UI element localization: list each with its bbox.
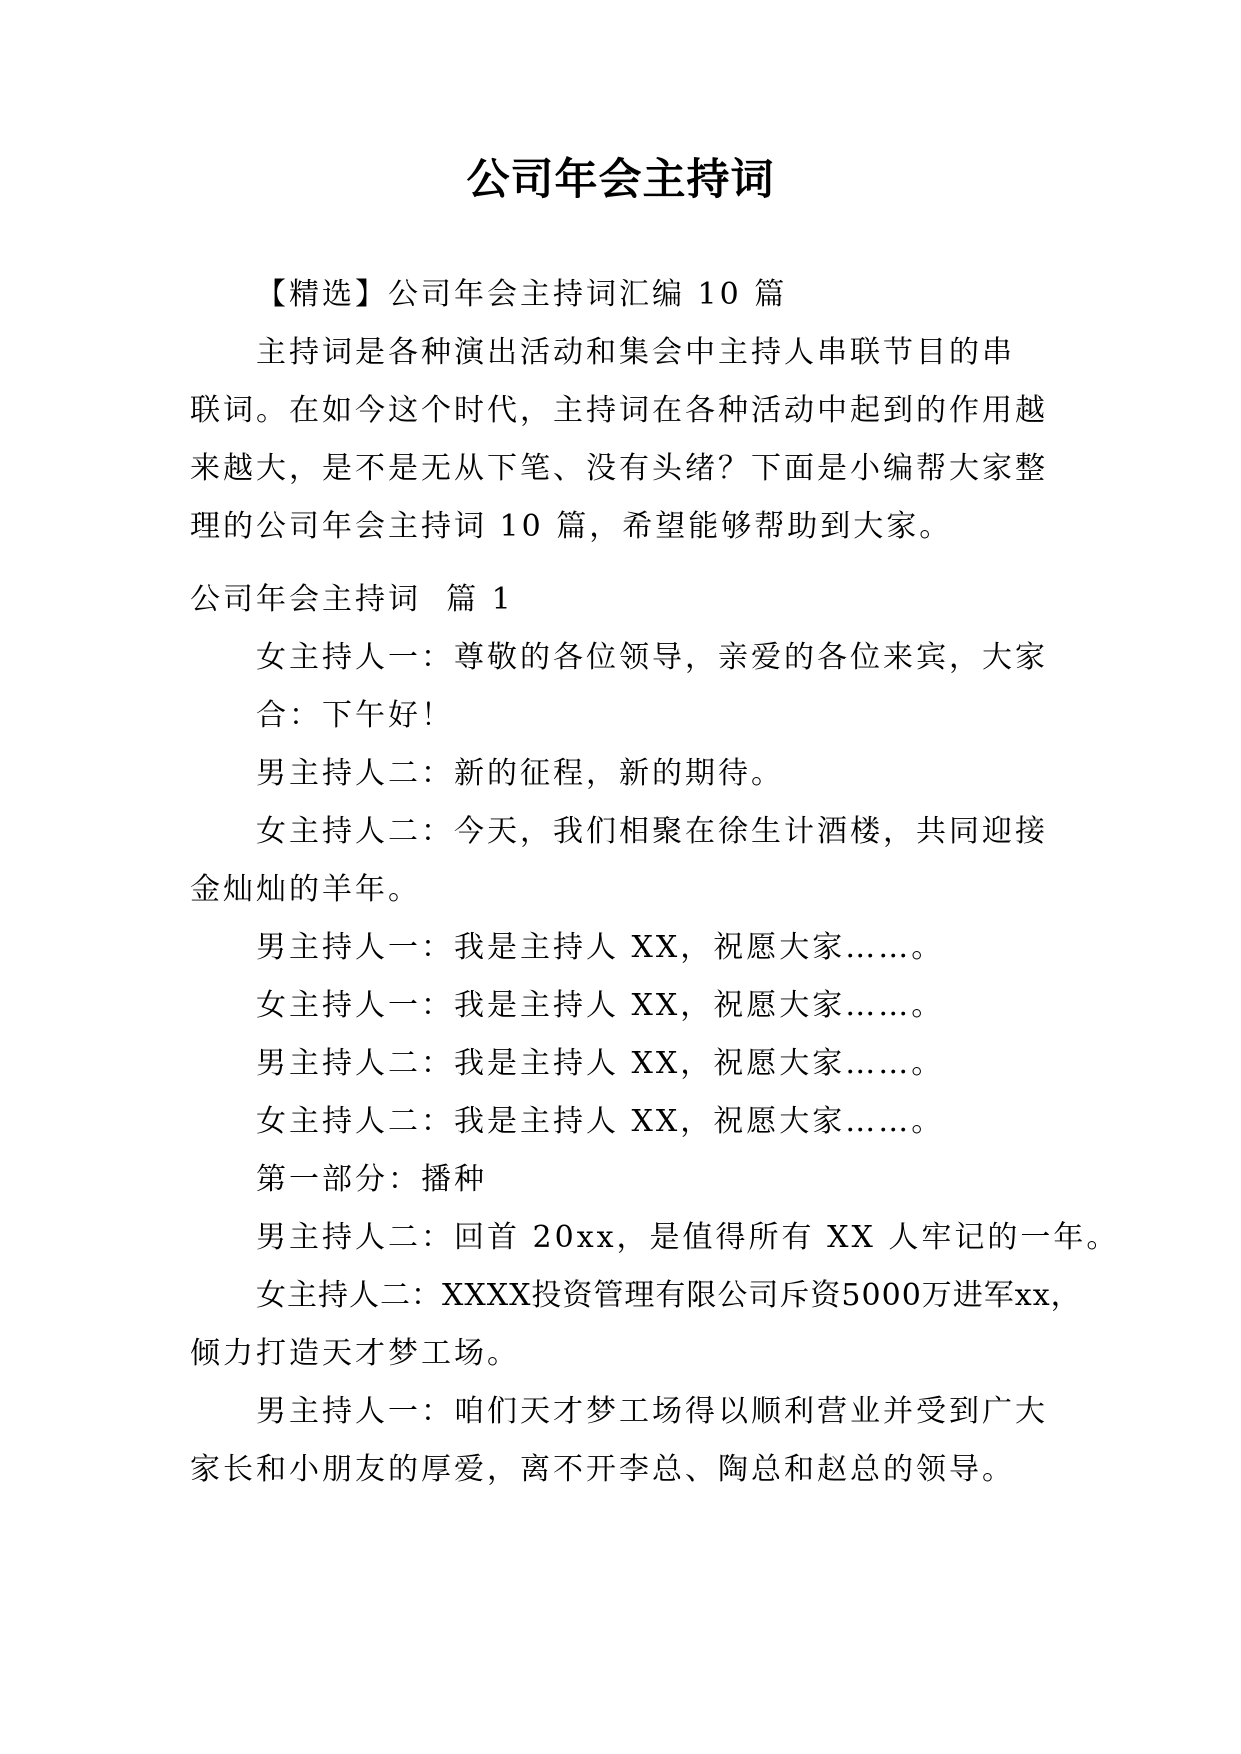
- section-line: 第一部分：播种: [256, 1162, 487, 1197]
- section-block: [190, 571, 1120, 1499]
- section-line: 合：下午好！: [256, 698, 454, 733]
- intro-line: 【精选】公司年会主持词汇编 10 篇: [256, 277, 788, 312]
- section-heading: 公司年会主持词 篇 1: [190, 582, 514, 617]
- document-title: 公司年会主持词: [466, 155, 775, 205]
- section-line: 男主持人二：新的征程，新的期待。: [256, 756, 784, 791]
- section-line: 倾力打造天才梦工场。: [190, 1336, 520, 1371]
- intro-line: 来越大，是不是无从下笔、没有头绪？下面是小编帮大家整: [190, 451, 1048, 486]
- section-line: 女主持人一：尊敬的各位领导，亲爱的各位来宾，大家: [256, 640, 1048, 675]
- section-line: 男主持人二：回首 20xx，是值得所有 XX 人牢记的一年。: [256, 1220, 1120, 1255]
- section-line: 女主持人二：今天，我们相聚在徐生计酒楼，共同迎接: [256, 814, 1048, 849]
- intro-line: 主持词是各种演出活动和集会中主持人串联节目的串: [256, 335, 1015, 370]
- section-line: 女主持人一：我是主持人 XX，祝愿大家……。: [256, 988, 945, 1023]
- section-line: 男主持人一：咱们天才梦工场得以顺利营业并受到广大: [256, 1394, 1048, 1429]
- intro-line: 理的公司年会主持词 10 篇，希望能够帮助到大家。: [190, 509, 953, 544]
- section-line: 女主持人二：我是主持人 XX，祝愿大家……。: [256, 1104, 945, 1139]
- section-line: 家长和小朋友的厚爱，离不开李总、陶总和赵总的领导。: [190, 1452, 1015, 1487]
- section-line: 女主持人二：XXXX投资管理有限公司斥资5000万进军xx，: [256, 1278, 1082, 1313]
- section-line: 男主持人二：我是主持人 XX，祝愿大家……。: [256, 1046, 945, 1081]
- section-line: 金灿灿的羊年。: [190, 872, 421, 907]
- intro-block: [190, 266, 1050, 556]
- intro-line: 联词。在如今这个时代，主持词在各种活动中起到的作用越: [190, 393, 1048, 428]
- section-line: 男主持人一：我是主持人 XX，祝愿大家……。: [256, 930, 945, 965]
